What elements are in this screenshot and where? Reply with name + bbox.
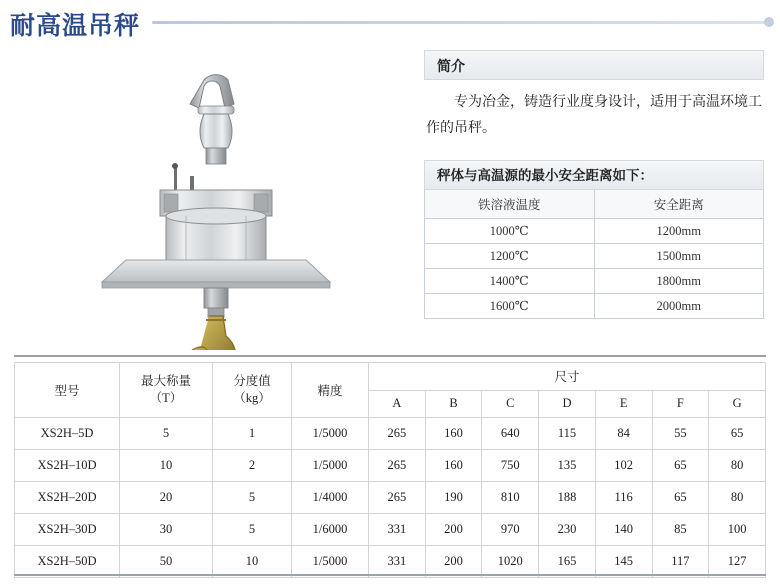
table-row <box>15 546 766 578</box>
spec-dim-d: 230 <box>539 514 596 546</box>
table-row <box>425 294 764 319</box>
spec-accuracy: 1/5000 <box>292 450 369 482</box>
spec-dim-a: 331 <box>369 514 426 546</box>
spec-col-division-label: 分度值 <box>233 374 271 388</box>
spec-col-capacity-unit: （T） <box>149 391 183 405</box>
spec-col-dim-a: A <box>369 390 426 418</box>
spec-dim-f: 85 <box>652 514 709 546</box>
table-row <box>425 244 764 269</box>
spec-dim-g: 100 <box>709 514 766 546</box>
spec-division: 10 <box>213 546 292 578</box>
safety-distance-value: 2000mm <box>594 294 764 319</box>
spec-dim-c: 1020 <box>482 546 539 578</box>
spec-dim-g: 65 <box>709 418 766 450</box>
spec-accuracy: 1/6000 <box>292 514 369 546</box>
spec-dim-a: 265 <box>369 450 426 482</box>
spec-dim-c: 970 <box>482 514 539 546</box>
spec-accuracy: 1/5000 <box>292 418 369 450</box>
spec-table-bottom-rule <box>14 574 766 576</box>
safety-distance-table <box>424 190 764 319</box>
spec-dim-c: 810 <box>482 482 539 514</box>
safety-temp-value: 1200℃ <box>425 244 595 269</box>
intro-heading: 简介 <box>424 50 764 80</box>
crane-scale-illustration <box>18 50 408 350</box>
table-row <box>15 482 766 514</box>
safety-distance-value: 1500mm <box>594 244 764 269</box>
spec-dim-e: 145 <box>595 546 652 578</box>
product-figure <box>18 50 408 350</box>
spec-col-dim-d: D <box>539 390 596 418</box>
spec-col-capacity-label: 最大称量 <box>140 374 191 388</box>
safety-temp-value: 1400℃ <box>425 269 595 294</box>
spec-dim-f: 65 <box>652 482 709 514</box>
safety-temp-value: 1600℃ <box>425 294 595 319</box>
title-divider <box>152 21 766 24</box>
spec-col-capacity <box>120 363 213 418</box>
spec-dim-b: 190 <box>425 482 482 514</box>
spec-division: 5 <box>213 514 292 546</box>
spec-dim-g: 80 <box>709 482 766 514</box>
spec-col-dim-g: G <box>709 390 766 418</box>
spec-dim-f: 65 <box>652 450 709 482</box>
title-divider-dot <box>764 17 774 27</box>
spec-dim-d: 188 <box>539 482 596 514</box>
spec-dim-e: 84 <box>595 418 652 450</box>
spec-col-dim-f: F <box>652 390 709 418</box>
spec-dim-e: 140 <box>595 514 652 546</box>
page-header <box>0 0 780 42</box>
spec-dim-g: 127 <box>709 546 766 578</box>
table-header-row <box>15 363 766 391</box>
safety-distance-value: 1200mm <box>594 219 764 244</box>
spec-dim-e: 102 <box>595 450 652 482</box>
spec-col-division <box>213 363 292 418</box>
spec-dim-b: 160 <box>425 418 482 450</box>
spec-capacity: 5 <box>120 418 213 450</box>
spec-col-dimensions: 尺寸 <box>369 363 766 391</box>
table-header-row <box>425 190 764 219</box>
spec-col-dim-b: B <box>425 390 482 418</box>
spec-capacity: 50 <box>120 546 213 578</box>
spec-capacity: 10 <box>120 450 213 482</box>
spec-dim-f: 55 <box>652 418 709 450</box>
spec-capacity: 20 <box>120 482 213 514</box>
spec-dim-e: 116 <box>595 482 652 514</box>
info-column <box>424 50 764 319</box>
table-row <box>15 450 766 482</box>
table-row <box>425 269 764 294</box>
spec-dim-a: 331 <box>369 546 426 578</box>
spec-col-dim-c: C <box>482 390 539 418</box>
spec-dim-b: 160 <box>425 450 482 482</box>
spec-dim-c: 750 <box>482 450 539 482</box>
spec-dim-b: 200 <box>425 546 482 578</box>
spec-accuracy: 1/4000 <box>292 482 369 514</box>
spec-model: XS2H–10D <box>15 450 120 482</box>
spec-table-top-rule <box>14 355 766 357</box>
safety-distance-value: 1800mm <box>594 269 764 294</box>
spec-dim-a: 265 <box>369 418 426 450</box>
page-title: 耐高温吊秤 <box>10 12 141 40</box>
spec-division: 2 <box>213 450 292 482</box>
spec-model: XS2H–50D <box>15 546 120 578</box>
spec-dim-b: 200 <box>425 514 482 546</box>
spec-model: XS2H–5D <box>15 418 120 450</box>
table-row <box>425 219 764 244</box>
spec-col-model: 型号 <box>15 363 120 418</box>
spec-col-division-unit: （kg） <box>233 391 271 405</box>
safety-col-temperature: 铁溶液温度 <box>425 190 595 219</box>
safety-col-distance: 安全距离 <box>594 190 764 219</box>
spec-col-accuracy: 精度 <box>292 363 369 418</box>
spec-dim-d: 115 <box>539 418 596 450</box>
safety-heading: 秤体与高温源的最小安全距离如下： <box>424 160 764 190</box>
spec-accuracy: 1/5000 <box>292 546 369 578</box>
spec-dim-d: 165 <box>539 546 596 578</box>
specification-table <box>14 362 766 578</box>
spec-table-wrap <box>14 362 766 578</box>
table-row <box>15 514 766 546</box>
spec-col-dim-e: E <box>595 390 652 418</box>
spec-model: XS2H–30D <box>15 514 120 546</box>
spec-dim-g: 80 <box>709 450 766 482</box>
spec-dim-d: 135 <box>539 450 596 482</box>
spec-dim-a: 265 <box>369 482 426 514</box>
spec-dim-f: 117 <box>652 546 709 578</box>
table-row <box>15 418 766 450</box>
spec-capacity: 30 <box>120 514 213 546</box>
spec-model: XS2H–20D <box>15 482 120 514</box>
intro-body: 专为冶金，铸造行业度身设计，适用于高温环境工作的吊秤。 <box>426 95 762 136</box>
spec-division: 5 <box>213 482 292 514</box>
spec-dim-c: 640 <box>482 418 539 450</box>
safety-temp-value: 1000℃ <box>425 219 595 244</box>
spec-division: 1 <box>213 418 292 450</box>
